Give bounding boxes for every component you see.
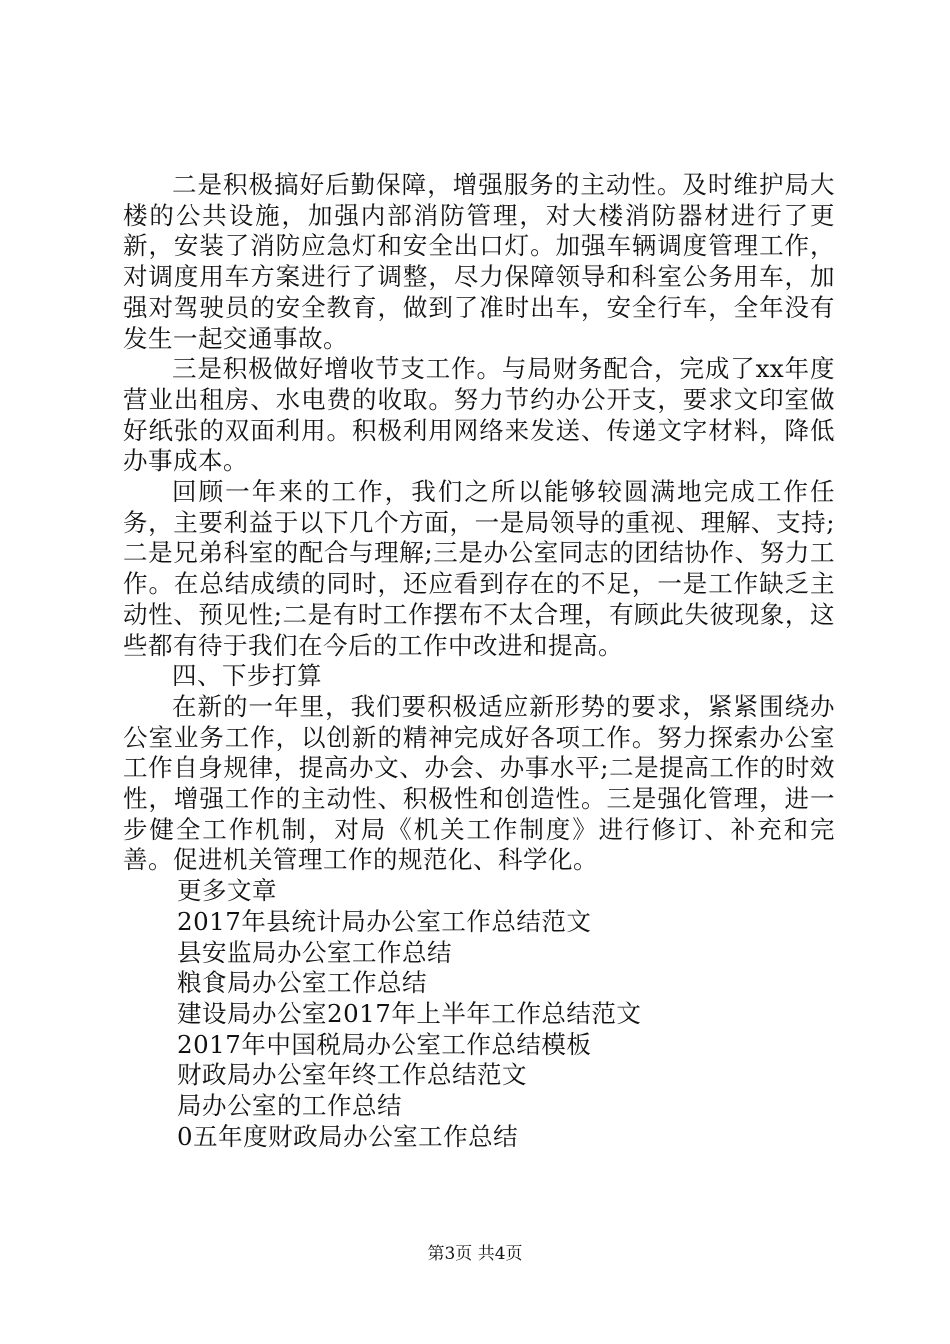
more-articles-title: 更多文章: [177, 876, 277, 906]
more-articles-list: [123, 907, 835, 1153]
paragraph-plan: 在新的一年里，我们要积极适应新形势的要求，紧紧围绕办公室业务工作，以创新的精神完成好各项工作。努力探索办公室工作自身规律，提高办文、办会、办事水平;二是提高工作的时效性，增强工作的主动性、积极性和创造性。三是强化管理，进一步健全工作机制，对局《机关工作制度》进行修订、补充和完善。促进机关管理工作的规范化、科学化。: [123, 691, 835, 875]
more-article-link[interactable]: 粮食局办公室工作总结: [177, 968, 427, 998]
paragraph-cost-saving: 三是积极做好增收节支工作。与局财务配合，完成了xx年度营业出租房、水电费的收取。努力节约办公开支，要求文印室做好纸张的双面利用。积极利用网络来发送、传递文字材料，降低办事成本。: [123, 354, 835, 476]
paragraph-logistics: 二是积极搞好后勤保障，增强服务的主动性。及时维护局大楼的公共设施，加强内部消防管理，对大楼消防器材进行了更新，安装了消防应急灯和安全出口灯。加强车辆调度管理工作，对调度用车方案进行了调整，尽力保障领导和科室公务用车，加强对驾驶员的安全教育，做到了准时出车，安全行车，全年没有发生一起交通事故。: [123, 170, 835, 353]
more-article-link[interactable]: 0五年度财政局办公室工作总结: [177, 1121, 519, 1151]
more-article-link[interactable]: 建设局办公室2017年上半年工作总结范文: [177, 998, 642, 1028]
more-article-link[interactable]: 财政局办公室年终工作总结范文: [177, 1060, 527, 1090]
more-article-link[interactable]: 县安监局办公室工作总结: [177, 937, 452, 967]
more-article-link[interactable]: 2017年中国税局办公室工作总结模板: [177, 1029, 592, 1059]
more-article-link[interactable]: 2017年县统计局办公室工作总结范文: [177, 906, 592, 936]
page-number-footer: 第3页 共4页: [427, 1244, 523, 1264]
paragraph-review: 回顾一年来的工作，我们之所以能够较圆满地完成工作任务，主要利益于以下几个方面，一是局领导的重视、理解、支持;二是兄弟科室的配合与理解;三是办公室同志的团结协作、努力工作。在总结成绩的同时，还应看到存在的不足，一是工作缺乏主动性、预见性;二是有时工作摆布不太合理，有顾此失彼现象，这些都有待于我们在今后的工作中改进和提高。: [123, 477, 835, 660]
document-body: [123, 170, 835, 1153]
section-heading: 四、下步打算: [172, 661, 322, 691]
more-article-link[interactable]: 局办公室的工作总结: [177, 1091, 402, 1121]
